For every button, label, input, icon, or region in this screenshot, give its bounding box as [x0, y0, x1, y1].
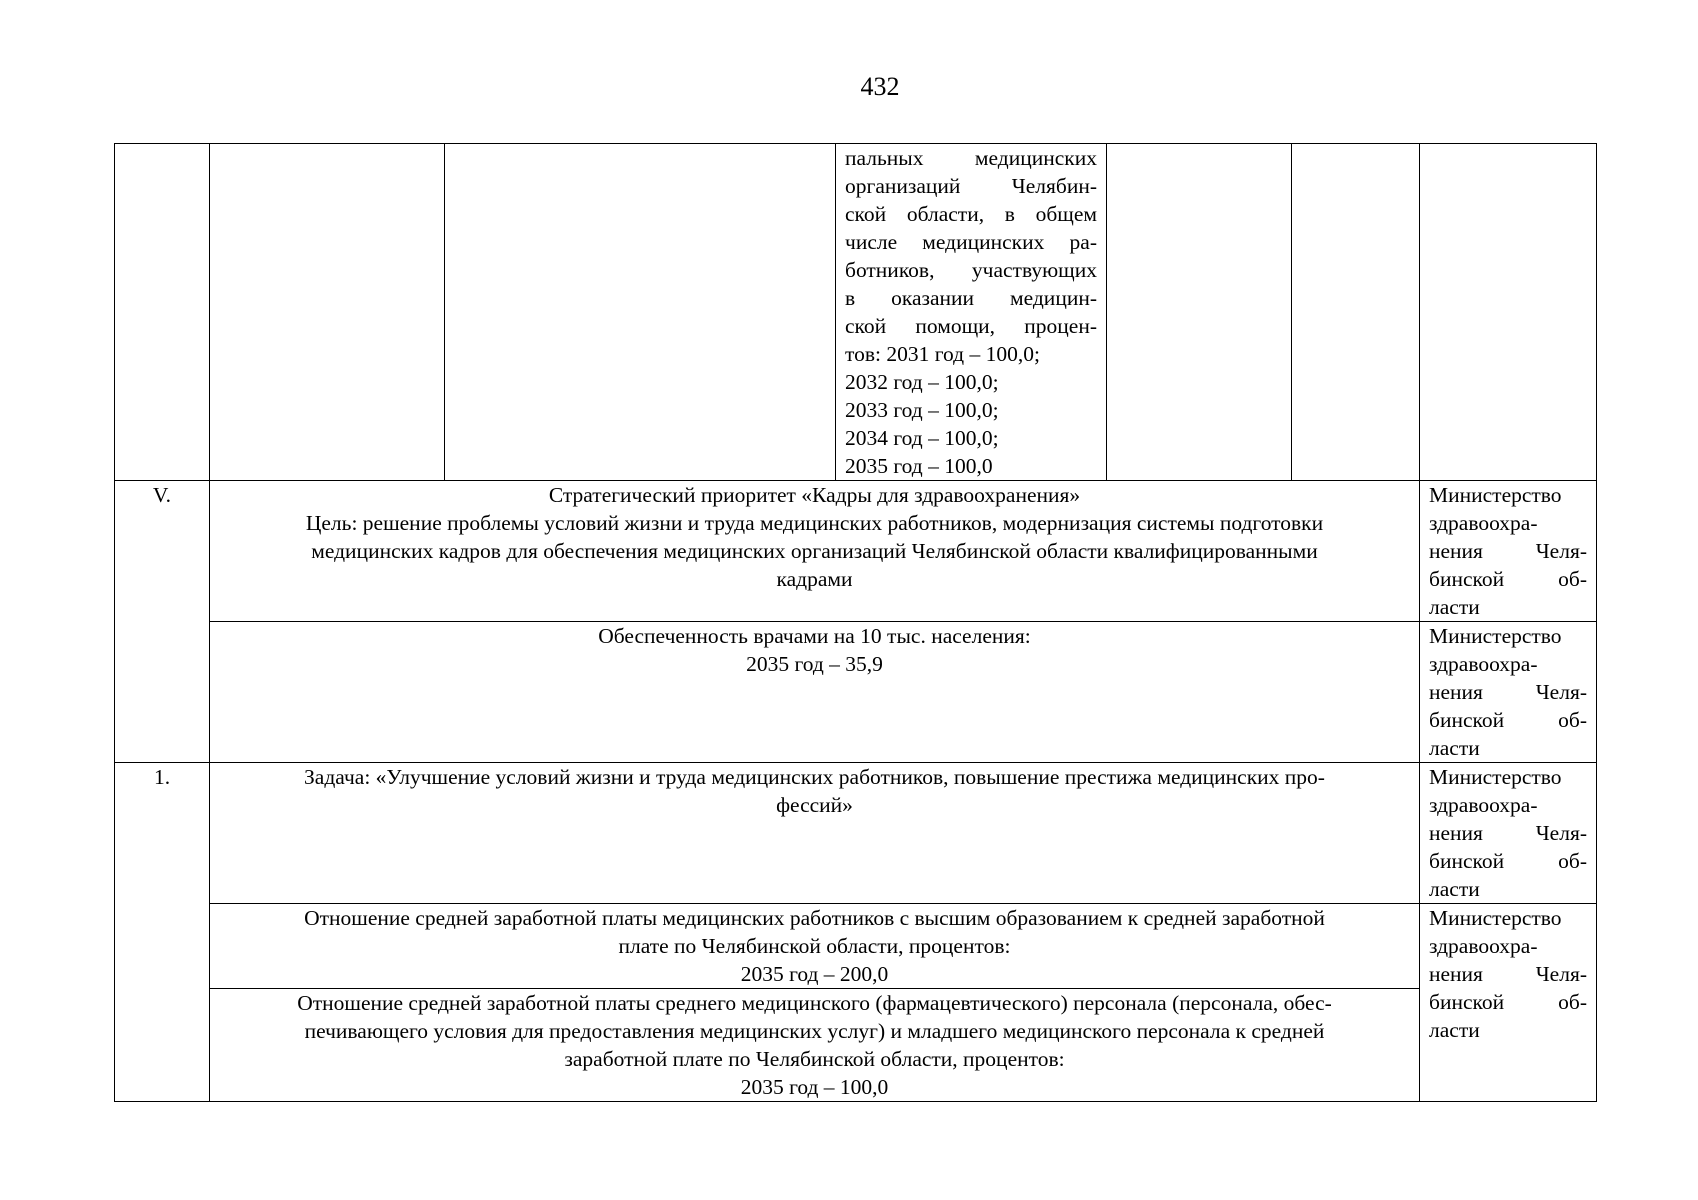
goal-text-line: медицинских кадров для обеспечения медицинских организаций Челябинской области квалифицированными	[311, 539, 1318, 563]
responsible-line: здравоохра-	[1429, 652, 1538, 676]
text-line: числе медицинских ра-	[845, 230, 1097, 254]
text-line: ской помощи, процен-	[845, 314, 1097, 338]
responsible-line: Министерство	[1429, 624, 1562, 648]
task-line: фессий»	[776, 793, 853, 817]
indicator-line: 2035 год – 100,0	[740, 1075, 889, 1099]
indicator-line: Отношение средней заработной платы медицинских работников с высшим образованием к средней заработной	[304, 906, 1325, 930]
table-row-task-1-indicator-2	[115, 989, 1597, 1102]
table-row-continuation	[115, 144, 1597, 481]
responsible-line: здравоохра-	[1429, 793, 1538, 817]
indicator-line: плате по Челябинской области, процентов:	[618, 934, 1011, 958]
text-line: ской области, в общем	[845, 202, 1097, 226]
indicator-cell	[210, 622, 1420, 763]
responsible-line: нения Челя-	[1429, 962, 1587, 986]
text-line: 2035 год – 100,0	[845, 454, 993, 478]
responsible-cell	[1420, 622, 1597, 763]
text-line: тов: 2031 год – 100,0;	[845, 342, 1040, 366]
indicator-line: заработной плате по Челябинской области, процентов:	[564, 1047, 1065, 1071]
text-line: 2033 год – 100,0;	[845, 398, 999, 422]
responsible-line: ласти	[1429, 595, 1480, 619]
strategic-priority-cell	[210, 481, 1420, 622]
section-number: V.	[115, 481, 210, 763]
indicator-line: 2035 год – 200,0	[740, 962, 889, 986]
table-row-section-v-indicator	[115, 622, 1597, 763]
task-line: Задача: «Улучшение условий жизни и труда медицинских работников, повышение престижа медицинских про-	[304, 765, 1325, 789]
table-row-task-1-indicator-1	[115, 904, 1597, 989]
text-line: ботников, участвующих	[845, 258, 1097, 282]
goal-text-line: Цель: решение проблемы условий жизни и труда медицинских работников, модернизация системы подготовки	[305, 511, 1324, 535]
indicator-cell	[836, 144, 1107, 481]
responsible-cell	[1420, 481, 1597, 622]
text-line: организаций Челябин-	[845, 174, 1097, 198]
text-line: 2032 год – 100,0;	[845, 370, 999, 394]
cell-empty	[210, 144, 445, 481]
cell-empty	[1292, 144, 1420, 481]
responsible-line: ласти	[1429, 736, 1480, 760]
responsible-line: ласти	[1429, 1018, 1480, 1042]
cell-empty	[445, 144, 836, 481]
responsible-line: нения Челя-	[1429, 539, 1587, 563]
task-number: 1.	[115, 763, 210, 1102]
responsible-line: бинской об-	[1429, 567, 1587, 591]
indicator-cell	[210, 989, 1420, 1102]
cell-number-empty	[115, 144, 210, 481]
table-row-section-v	[115, 481, 1597, 622]
responsible-line: Министерство	[1429, 483, 1562, 507]
priority-title: Стратегический приоритет «Кадры для здравоохранения»	[548, 483, 1081, 507]
cell-empty	[1107, 144, 1292, 481]
text-line: пальных медицинских	[845, 146, 1097, 170]
responsible-line: нения Челя-	[1429, 821, 1587, 845]
responsible-line: здравоохра-	[1429, 511, 1538, 535]
responsible-line: бинской об-	[1429, 990, 1587, 1014]
text-line: в оказании медицин-	[845, 286, 1097, 310]
responsible-line: Министерство	[1429, 906, 1562, 930]
responsible-line: бинской об-	[1429, 849, 1587, 873]
table-row-task-1	[115, 763, 1597, 904]
responsible-line: бинской об-	[1429, 708, 1587, 732]
program-table	[114, 143, 1597, 1102]
indicator-line: Отношение средней заработной платы среднего медицинского (фармацевтического) персонала (персонала, обес-	[297, 991, 1332, 1015]
responsible-line: ласти	[1429, 877, 1480, 901]
indicator-line: печивающего условия для предоставления медицинских услуг) и младшего медицинского персонала к средней	[304, 1019, 1325, 1043]
text-line: 2034 год – 100,0;	[845, 426, 999, 450]
page-number: 432	[860, 72, 900, 101]
task-cell	[210, 763, 1420, 904]
indicator-cell	[210, 904, 1420, 989]
cell-empty	[1420, 144, 1597, 481]
indicator-line: 2035 год – 35,9	[746, 652, 883, 676]
responsible-line: Министерство	[1429, 765, 1562, 789]
indicator-line: Обеспеченность врачами на 10 тыс. населения:	[598, 624, 1031, 648]
responsible-line: нения Челя-	[1429, 680, 1587, 704]
responsible-line: здравоохра-	[1429, 934, 1538, 958]
goal-text-line: кадрами	[776, 567, 853, 591]
responsible-cell	[1420, 904, 1597, 1102]
responsible-cell	[1420, 763, 1597, 904]
